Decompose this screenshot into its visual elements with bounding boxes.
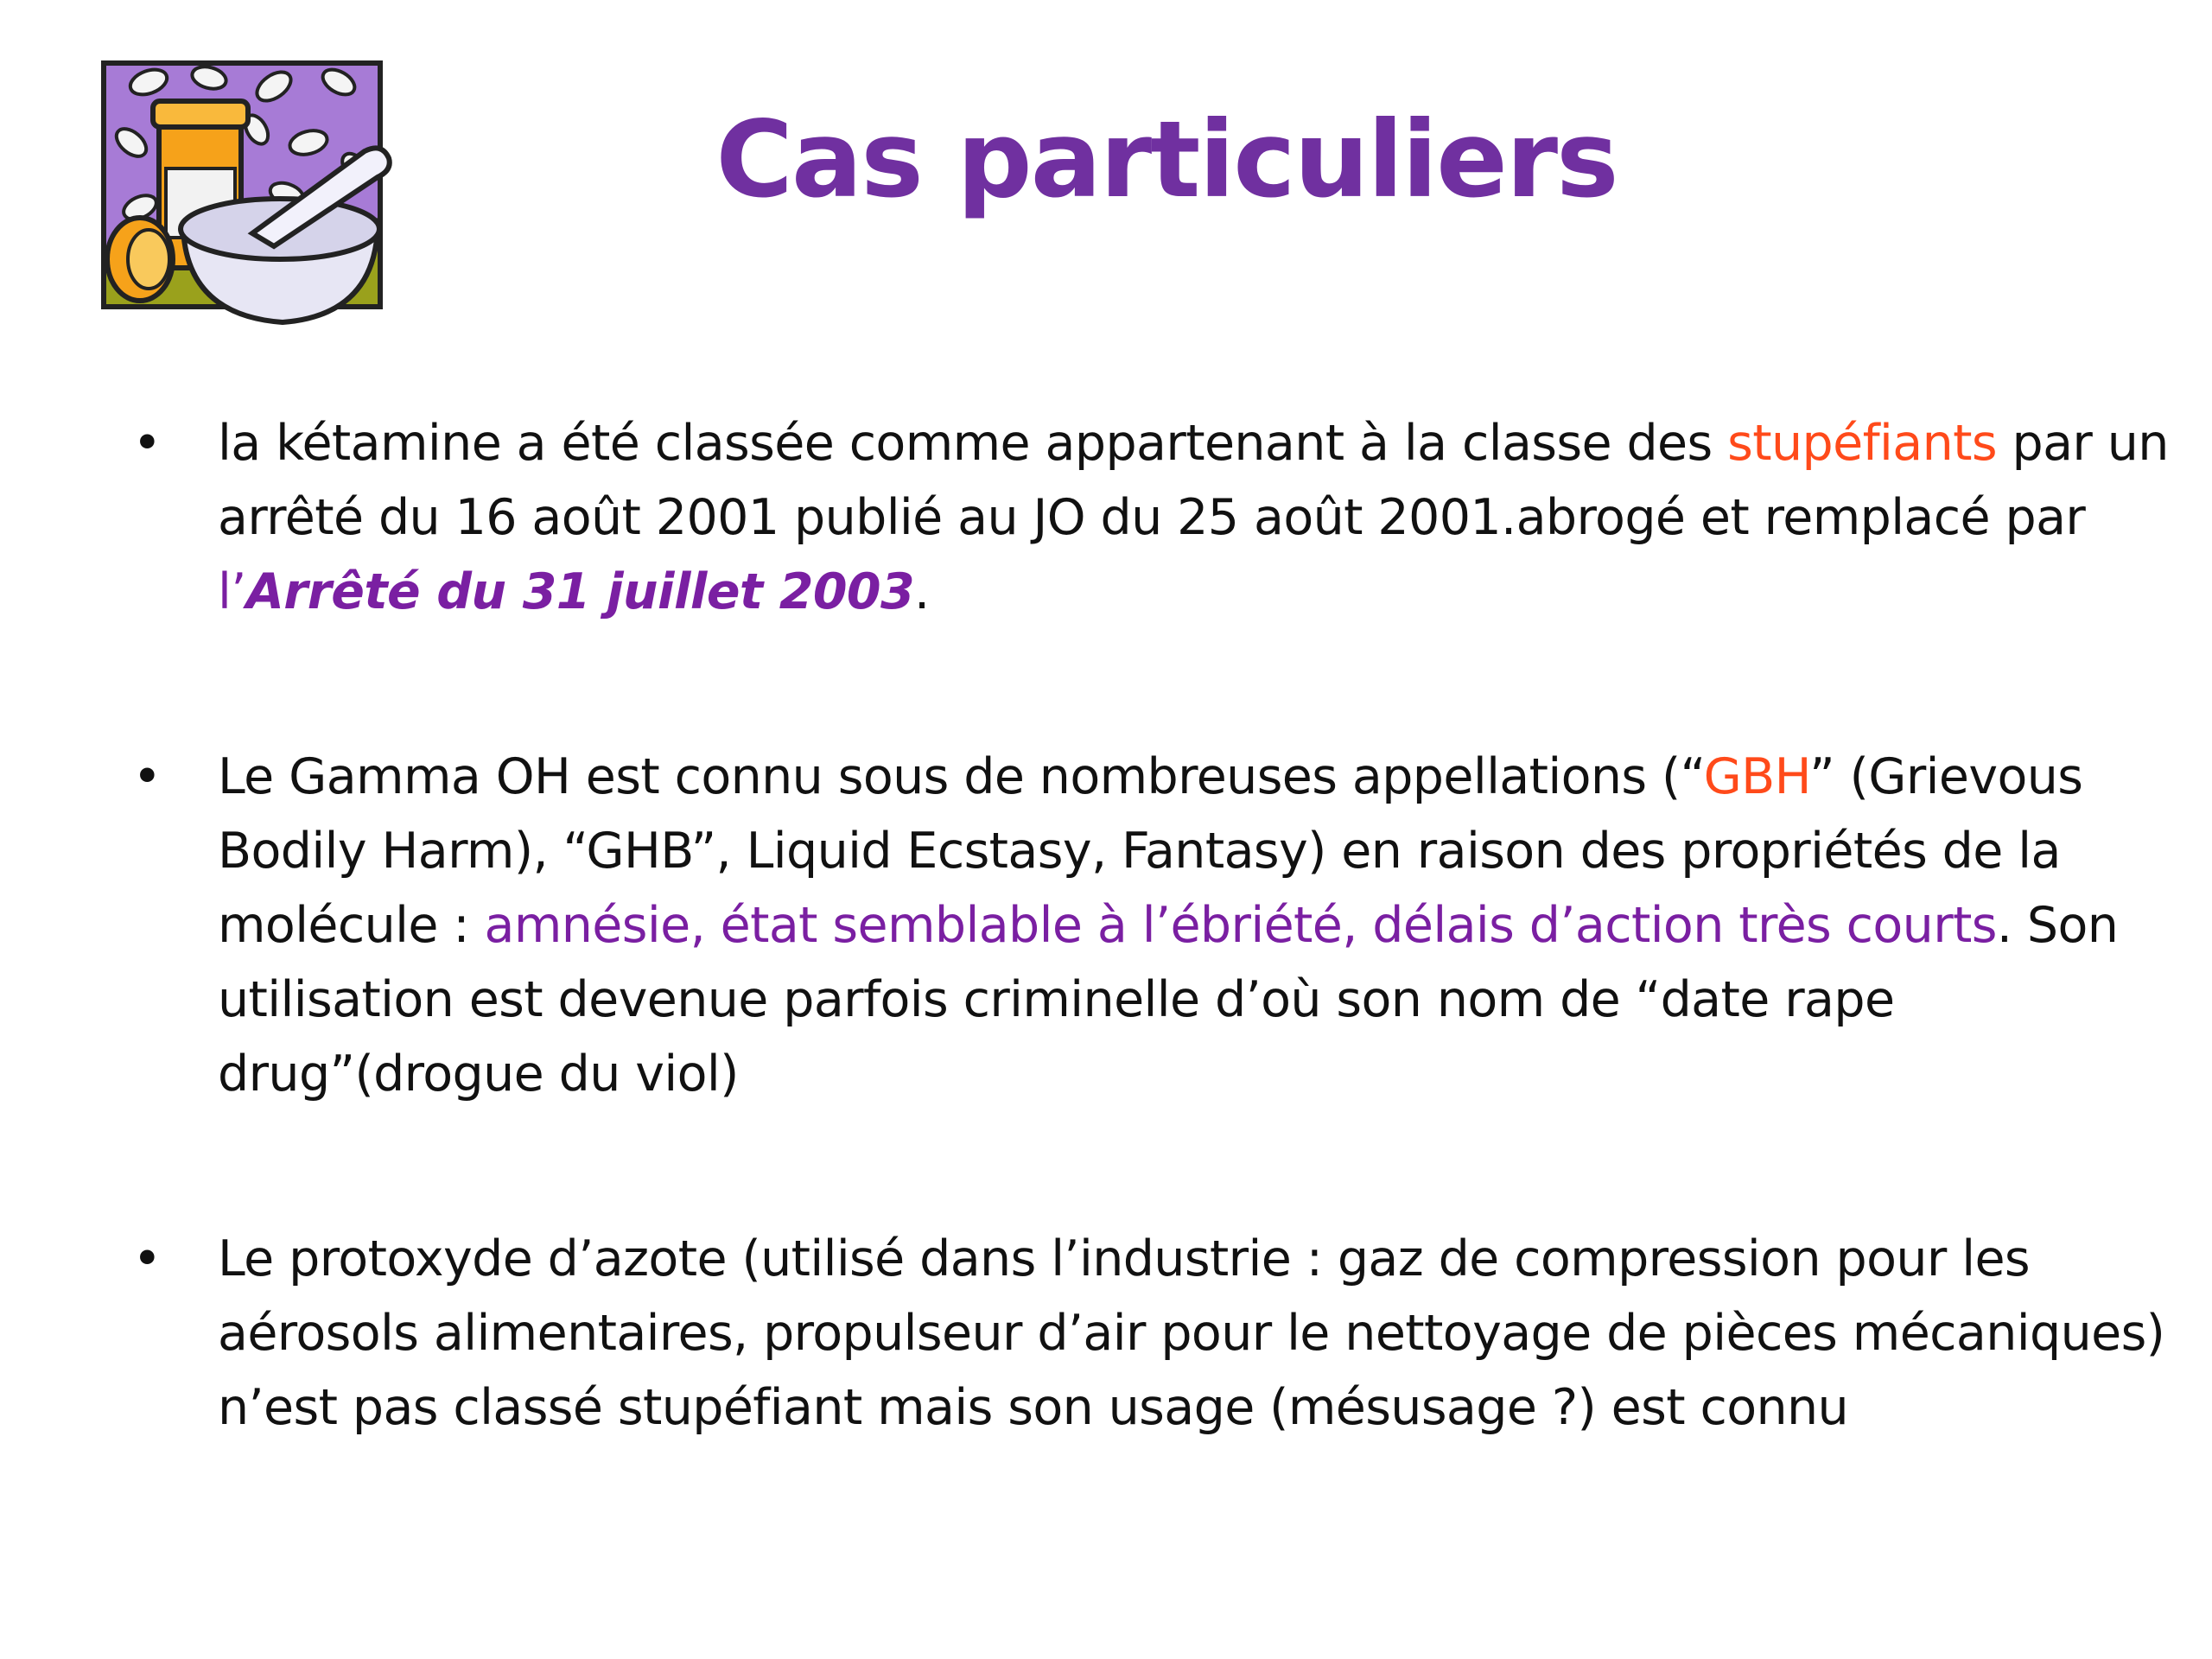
bullet-text: la kétamine a été classée comme appartenant à la classe des [218, 415, 1728, 472]
bullet-marker: • [132, 415, 162, 472]
bullet-text: . Son utilisation est devenue parfois criminelle d’où son nom de “date rape drug”(drogue du viol) [218, 897, 2119, 1103]
highlight-arrete-2003: Arrêté du 31 juillet 2003 [245, 563, 915, 620]
highlight-gbh: GBH [1703, 748, 1810, 805]
bullet-text: . [914, 563, 930, 620]
highlight-stupefiants: stupéfiants [1727, 415, 1997, 472]
highlight-effects: amnésie, état semblable à l’ébriété, délais d’action très courts [484, 897, 1997, 954]
bullet-item-gamma-oh [130, 740, 2169, 1111]
bullet-item-ketamine [130, 406, 2169, 629]
bullet-text: Le protoxyde d’azote (utilisé dans l’industrie : gaz de compression pour les aérosols alimentaires, propulseur d’air pour le nettoyage de pièces mécaniques) n’est pas classé stupéfiant mais son usage (mésusage ?) est connu [218, 1230, 2165, 1436]
bullet-item-protoxyde [130, 1222, 2169, 1445]
pharmacy-mortar-pills-icon [79, 48, 408, 333]
bullet-text: par un arrêté du 16 août 2001 publié au JO du 25 août 2001.abrogé et remplacé par [218, 415, 2169, 546]
bullet-marker: • [132, 748, 162, 805]
bullet-text: ” (Grievous Bodily Harm), “GHB”, Liquid Ecstasy, Fantasy) en raison des propriétés de la molécule : [218, 748, 2083, 954]
bullet-text: Le Gamma OH est connu sous de nombreuses appellations (“ [218, 748, 1704, 805]
bullet-marker: • [132, 1230, 162, 1287]
bullet-list [130, 406, 2169, 1555]
highlight-arrete-prefix: l’ [218, 563, 246, 620]
slide-title: Cas particuliers [715, 99, 1618, 221]
